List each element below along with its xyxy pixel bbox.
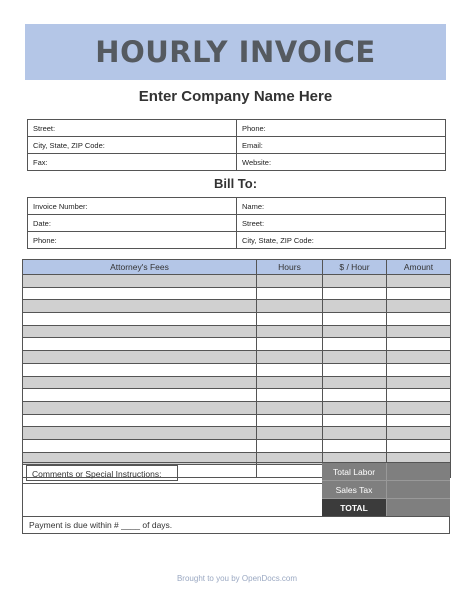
amount-cell[interactable] (387, 351, 451, 364)
bill-phone-field[interactable]: Phone: (28, 232, 237, 249)
table-row (23, 275, 451, 288)
hours-cell[interactable] (257, 287, 323, 300)
street-field[interactable]: Street: (28, 120, 237, 137)
city-state-zip-field[interactable]: City, State, ZIP Code: (28, 137, 237, 154)
sales-tax-row (322, 481, 450, 499)
rate-cell[interactable] (323, 439, 387, 452)
company-row (28, 137, 446, 154)
table-row (23, 439, 451, 452)
amount-cell[interactable] (387, 414, 451, 427)
company-name[interactable]: Enter Company Name Here (138, 88, 333, 105)
rate-cell[interactable] (323, 401, 387, 414)
rate-cell[interactable] (323, 338, 387, 351)
total-label: TOTAL (322, 499, 386, 517)
amount-cell[interactable] (387, 401, 451, 414)
invoice-number-field[interactable]: Invoice Number: (28, 198, 237, 215)
amount-cell[interactable] (387, 325, 451, 338)
hours-cell[interactable] (257, 325, 323, 338)
title-banner (25, 24, 446, 80)
amount-cell[interactable] (387, 338, 451, 351)
amount-cell[interactable] (387, 275, 451, 288)
hours-cell[interactable] (257, 313, 323, 326)
rate-cell[interactable] (323, 389, 387, 402)
fees-table (22, 259, 451, 478)
comments-divider (23, 483, 322, 484)
phone-field[interactable]: Phone: (237, 120, 446, 137)
amount-cell[interactable] (387, 389, 451, 402)
totals-block (322, 463, 450, 518)
invoice-title: HOURLY INVOICE (95, 35, 376, 69)
bill-to-table (27, 197, 446, 249)
table-row (23, 363, 451, 376)
sales-tax-label: Sales Tax (322, 481, 386, 499)
fee-cell[interactable] (23, 325, 257, 338)
sales-tax-value[interactable] (386, 481, 450, 499)
total-labor-row (322, 463, 450, 481)
table-row (23, 389, 451, 402)
total-labor-label: Total Labor (322, 463, 386, 481)
fee-cell[interactable] (23, 313, 257, 326)
hours-cell[interactable] (257, 389, 323, 402)
table-row (23, 287, 451, 300)
footer-credit: Brought to you by OpenDocs.com (176, 574, 298, 583)
hours-cell[interactable] (257, 414, 323, 427)
hours-cell[interactable] (257, 401, 323, 414)
hours-header: Hours (257, 260, 323, 275)
amount-header: Amount (387, 260, 451, 275)
bill-street-field[interactable]: Street: (237, 215, 446, 232)
table-row (23, 401, 451, 414)
table-row (23, 414, 451, 427)
amount-cell[interactable] (387, 376, 451, 389)
hours-cell[interactable] (257, 439, 323, 452)
table-row (23, 300, 451, 313)
summary-section (22, 462, 450, 517)
fee-cell[interactable] (23, 414, 257, 427)
fee-cell[interactable] (23, 427, 257, 440)
fee-cell[interactable] (23, 376, 257, 389)
payment-terms[interactable]: Payment is due within # ____ of days. (22, 516, 450, 534)
rate-cell[interactable] (323, 414, 387, 427)
hours-cell[interactable] (257, 338, 323, 351)
rate-cell[interactable] (323, 427, 387, 440)
amount-cell[interactable] (387, 313, 451, 326)
amount-cell[interactable] (387, 363, 451, 376)
total-value[interactable] (386, 499, 450, 517)
total-row (322, 499, 450, 517)
fee-cell[interactable] (23, 439, 257, 452)
hours-cell[interactable] (257, 363, 323, 376)
fee-cell[interactable] (23, 338, 257, 351)
hours-cell[interactable] (257, 275, 323, 288)
website-field[interactable]: Website: (237, 154, 446, 171)
fee-cell[interactable] (23, 389, 257, 402)
bill-to-row (28, 232, 446, 249)
fax-field[interactable]: Fax: (28, 154, 237, 171)
hours-cell[interactable] (257, 376, 323, 389)
amount-cell[interactable] (387, 427, 451, 440)
amount-cell[interactable] (387, 287, 451, 300)
rate-header: $ / Hour (323, 260, 387, 275)
fee-cell[interactable] (23, 300, 257, 313)
bill-to-heading: Bill To: (213, 176, 258, 191)
rate-cell[interactable] (323, 363, 387, 376)
rate-cell[interactable] (323, 325, 387, 338)
total-labor-value[interactable] (386, 463, 450, 481)
rate-cell[interactable] (323, 300, 387, 313)
name-field[interactable]: Name: (237, 198, 446, 215)
amount-cell[interactable] (387, 300, 451, 313)
table-row (23, 427, 451, 440)
fee-cell[interactable] (23, 401, 257, 414)
bill-city-state-zip-field[interactable]: City, State, ZIP Code: (237, 232, 446, 249)
hours-cell[interactable] (257, 427, 323, 440)
table-row (23, 325, 451, 338)
rate-cell[interactable] (323, 287, 387, 300)
fee-cell[interactable] (23, 363, 257, 376)
table-row (23, 376, 451, 389)
attorneys-fees-header: Attorney's Fees (23, 260, 257, 275)
fee-cell[interactable] (23, 287, 257, 300)
fees-header-row (23, 260, 451, 275)
hours-cell[interactable] (257, 351, 323, 364)
company-row (28, 154, 446, 171)
fees-body (23, 275, 451, 478)
table-row (23, 351, 451, 364)
email-field[interactable]: Email: (237, 137, 446, 154)
fee-cell[interactable] (23, 351, 257, 364)
rate-cell[interactable] (323, 313, 387, 326)
rate-cell[interactable] (323, 351, 387, 364)
rate-cell[interactable] (323, 275, 387, 288)
comments-label: Comments or Special Instructions: (26, 465, 178, 481)
rate-cell[interactable] (323, 376, 387, 389)
fee-cell[interactable] (23, 275, 257, 288)
company-info-table (27, 119, 446, 171)
bill-to-row (28, 215, 446, 232)
hours-cell[interactable] (257, 300, 323, 313)
amount-cell[interactable] (387, 439, 451, 452)
date-field[interactable]: Date: (28, 215, 237, 232)
bill-to-row (28, 198, 446, 215)
table-row (23, 338, 451, 351)
table-row (23, 313, 451, 326)
company-row (28, 120, 446, 137)
